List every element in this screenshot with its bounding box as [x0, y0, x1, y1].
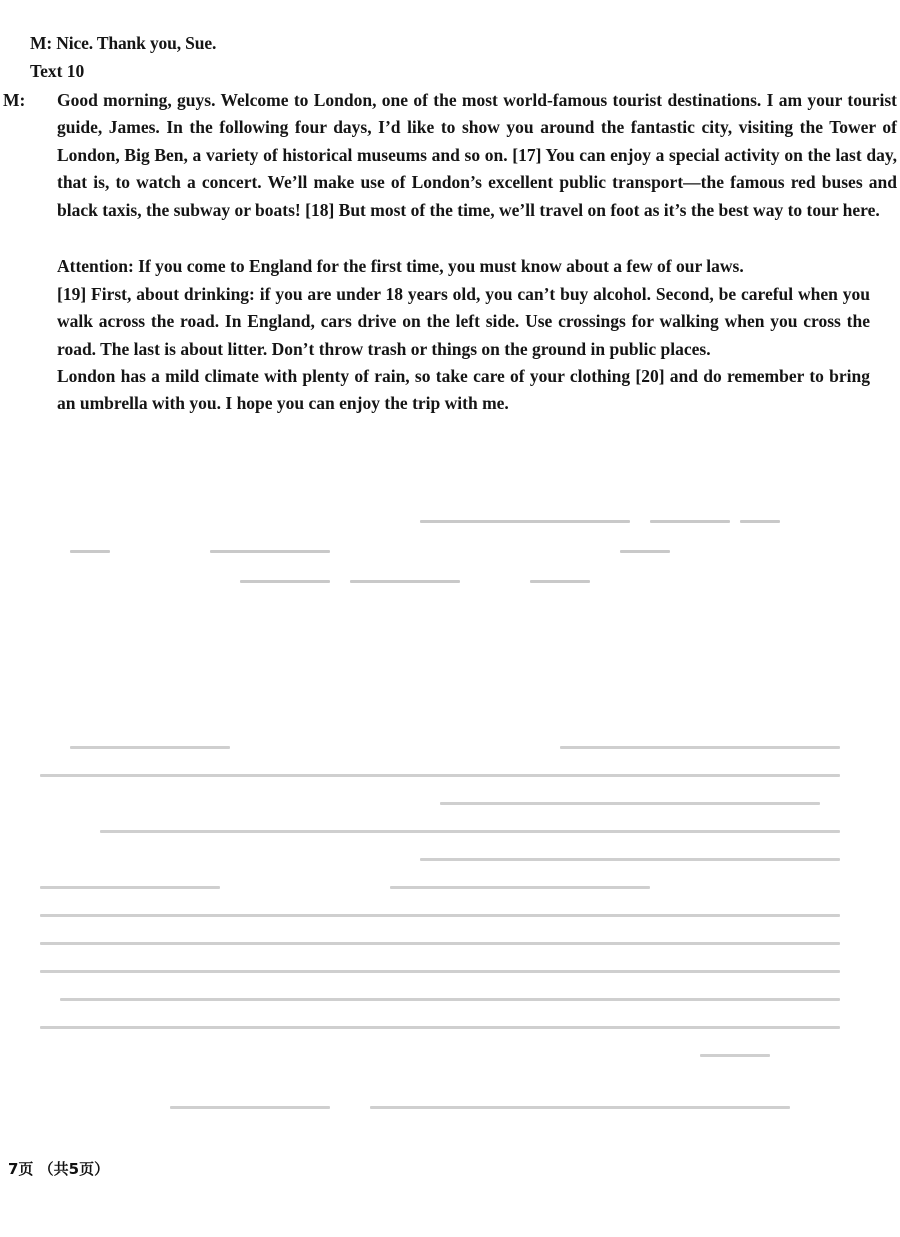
paragraph-text: Good morning, guys. Welcome to London, one of the most world-famous tourist destinations. I am your tourist guide, James. In the following four days, I’d like to show you around the fantastic city, visiting the Tower of London, Big Ben, a variety of historical museums and so on. [17] You can enjoy a special activity on the last day, that is, to watch a concert. We’ll make use of London’s excellent public transport—the famous red buses and black taxis, the subway or boats! [18] But most of the time, we’ll travel on foot as it’s the best way to tour here. [57, 90, 897, 220]
monologue-paragraph-3: [19] First, about drinking: if you are under 18 years old, you can’t buy alcohol. Second, be careful when you walk across the road. In England, cars drive on the left side. Use crossings for walking when you cross the road. The last is about litter. Don’t throw trash or things on the ground in public places. [57, 284, 870, 359]
monologue-paragraph-2: Attention: If you come to England for the first time, you must know about a few of our laws. [57, 256, 744, 276]
monologue-paragraph-1 [3, 87, 897, 224]
dialogue-end-line [30, 31, 216, 55]
dialogue-text: Nice. Thank you, Sue. [56, 33, 217, 53]
speaker-label: M: [3, 90, 26, 110]
monologue-paragraph-4: London has a mild climate with plenty of rain, so take care of your clothing [20] and do remember to bring an umbrella with you. I hope you can enjoy the trip with me. [57, 366, 870, 414]
bleed-through-upper [60, 510, 800, 600]
bleed-through-marks [40, 740, 870, 1130]
section-title: Text 10 [30, 61, 85, 81]
bleed-through-marks [60, 510, 800, 600]
page-footer: 7页 （共5页） [8, 1160, 110, 1178]
speaker-label: M: [30, 33, 53, 53]
bleed-through-lower [40, 740, 870, 1130]
